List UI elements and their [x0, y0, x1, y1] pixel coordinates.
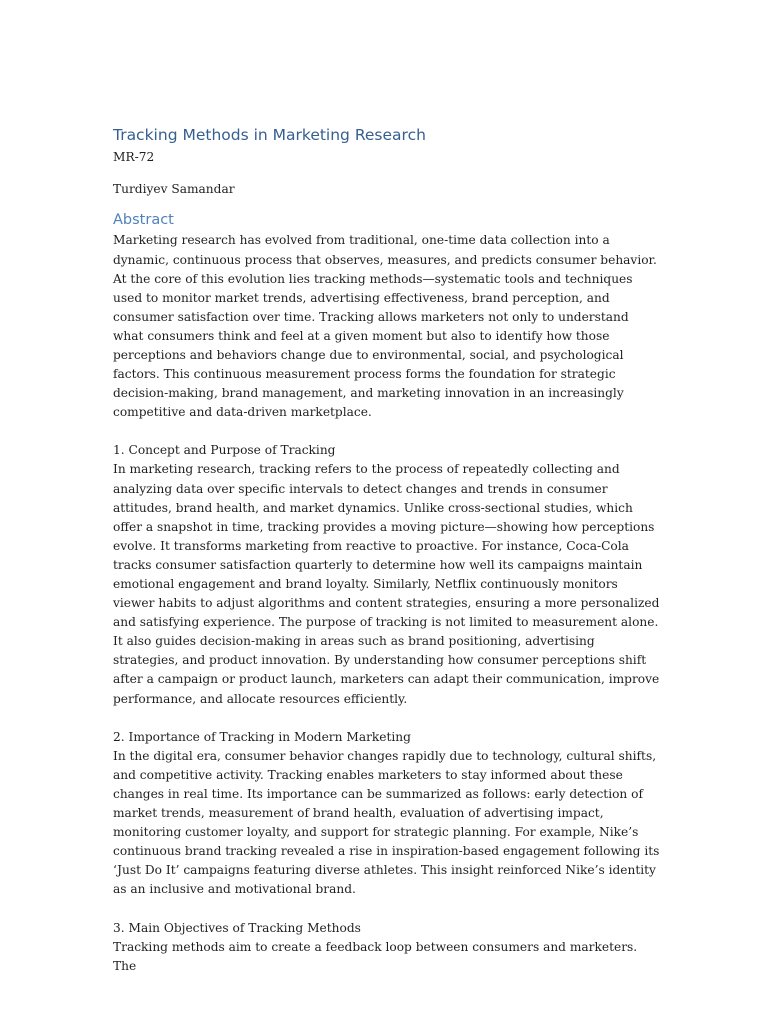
abstract-text: Marketing research has evolved from traditional, one-time data collection into a dynamic, continuous process that observes, measures, and predicts consumer behavior. At the core of this evolution lies tracking methods—systematic tools and techniques used to monitor market trends, advertising effectiveness, brand perception, and consumer satisfaction over time. Tracking allows marketers not only to understand what consumers think and feel at a given moment but also to identify how those perceptions and behaviors change due to environmental, social, and psychological factors. This continuous measurement process forms the foundation for strategic decision-making, brand management, and marketing innovation in an increasingly competitive and data-driven marketplace.: [113, 233, 657, 420]
section-text: In marketing research, tracking refers to the process of repeatedly collecting and analyzing data over specific intervals to detect changes and trends in consumer attitudes, brand health, and market dynamics. Unlike cross-sectional studies, which offer a snapshot in time, tracking provides a moving picture—showing how perceptions evolve. It transforms marketing from reactive to proactive. For instance, Coca-Cola tracks consumer satisfaction quarterly to determine how well its campaigns maintain emotional engagement and brand loyalty. Similarly, Netflix continuously monitors viewer habits to adjust algorithms and content strategies, ensuring a more personalized and satisfying experience. The purpose of tracking is not limited to measurement alone. It also guides decision-making in areas such as brand positioning, advertising strategies, and product innovation. By understanding how consumer perceptions shift after a campaign or product launch, marketers can adapt their communication, improve performance, and allocate resources efficiently.: [113, 462, 660, 706]
section-heading: 3. Main Objectives of Tracking Methods: [113, 920, 361, 935]
document-author: Turdiyev Samandar: [113, 182, 235, 197]
section-text: Tracking methods aim to create a feedback loop between consumers and marketers. The: [113, 939, 638, 973]
section-heading: 2. Importance of Tracking in Modern Marketing: [113, 729, 411, 744]
abstract-heading: Abstract: [113, 212, 174, 229]
section-concept-purpose: [113, 441, 663, 708]
section-heading: 1. Concept and Purpose of Tracking: [113, 443, 336, 458]
section-objectives: [113, 919, 663, 976]
document-code: MR-72: [113, 150, 155, 164]
section-text: In the digital era, consumer behavior changes rapidly due to technology, cultural shifts, and competitive activity. Tracking enables marketers to stay informed about these changes in real time. Its importance can be summarized as follows: early detection of market trends, measurement of brand health, evaluation of advertising impact, monitoring customer loyalty, and support for strategic planning. For example, Nike’s continuous brand tracking revealed a rise in inspiration-based engagement following its ‘Just Do It’ campaigns featuring diverse athletes. This insight reinforced Nike’s identity as an inclusive and motivational brand.: [113, 748, 660, 897]
document-page: [113, 124, 663, 976]
section-importance: [113, 728, 663, 900]
document-title: Tracking Methods in Marketing Research: [113, 126, 426, 144]
